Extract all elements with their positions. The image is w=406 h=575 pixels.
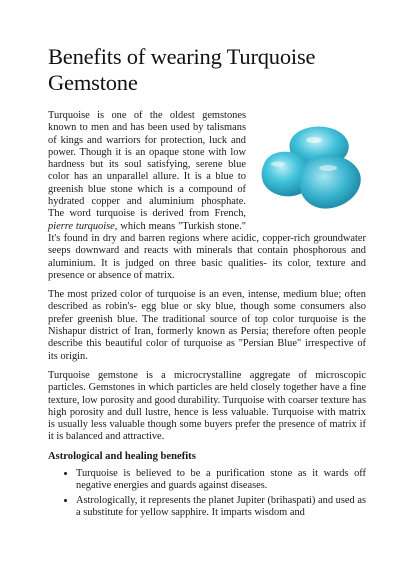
turquoise-stones-image [256,112,366,230]
article-body [48,110,366,519]
section-heading: Astrological and healing benefits [48,450,196,462]
french-term: pierre turquoise [48,220,115,232]
list-item: • Turquoise is believed to be a purification stone as it wards off negative energies and guards against diseases. [76,468,366,493]
stone-right [299,155,360,208]
document-page [48,44,366,521]
paragraph-1-text-cont: , which means "Turkish stone." It's found in dry and barren regions where acidic, copper-rich groundwater seeps downward and reacts with minerals that contain phosphorous and aluminium. It is judged on three basic qualities- its color, texture and presence or absence of matrix. [48,220,366,281]
paragraph-1-text: Turquoise is one of the oldest gemstones known to men and has been used by talismans of kings and warriors for protection, luck and power. Though it is an opaque stone with low hardness but its soul satisfying, serene blue color has an unparallel allure. It is a blue to greenish blue stone which is a compound of hydrated copper and aluminium phosphate. The word turquoise is derived from French, [48,110,246,220]
title-line-1: Benefits of wearing Turquoise [48,44,316,69]
benefits-list [48,468,366,519]
paragraph-3: Turquoise gemstone is a microcrystalline aggregate of microscopic particles. Gemstones in which particles are held closely together have a fine texture, low porosity and good durability. Turquoise with coarser texture has high porosity and dull lustre, hence is less valuable. Turquoise with matrix is usually less valuable though some buyers prefer the presence of matrix if it is balanced and attractive. [48,369,366,443]
paragraph-2: The most prized color of turquoise is an even, intense, medium blue; often described as robin's- egg blue or sky blue, though some consumers also prefer greenish blue. The traditional source of top color turquoise is the Nishapur district of Iran, formerly known as Persia; therefore often people describe this beautiful color of turquoise as "Persian Blue" irrespective of its origin. [48,289,366,362]
title-line-2: Gemstone [48,70,138,95]
list-item: • Astrologically, it represents the planet Jupiter (brihaspati) and used as a substitute for yellow sapphire. It imparts wisdom and [76,495,366,520]
page-title [48,44,366,96]
